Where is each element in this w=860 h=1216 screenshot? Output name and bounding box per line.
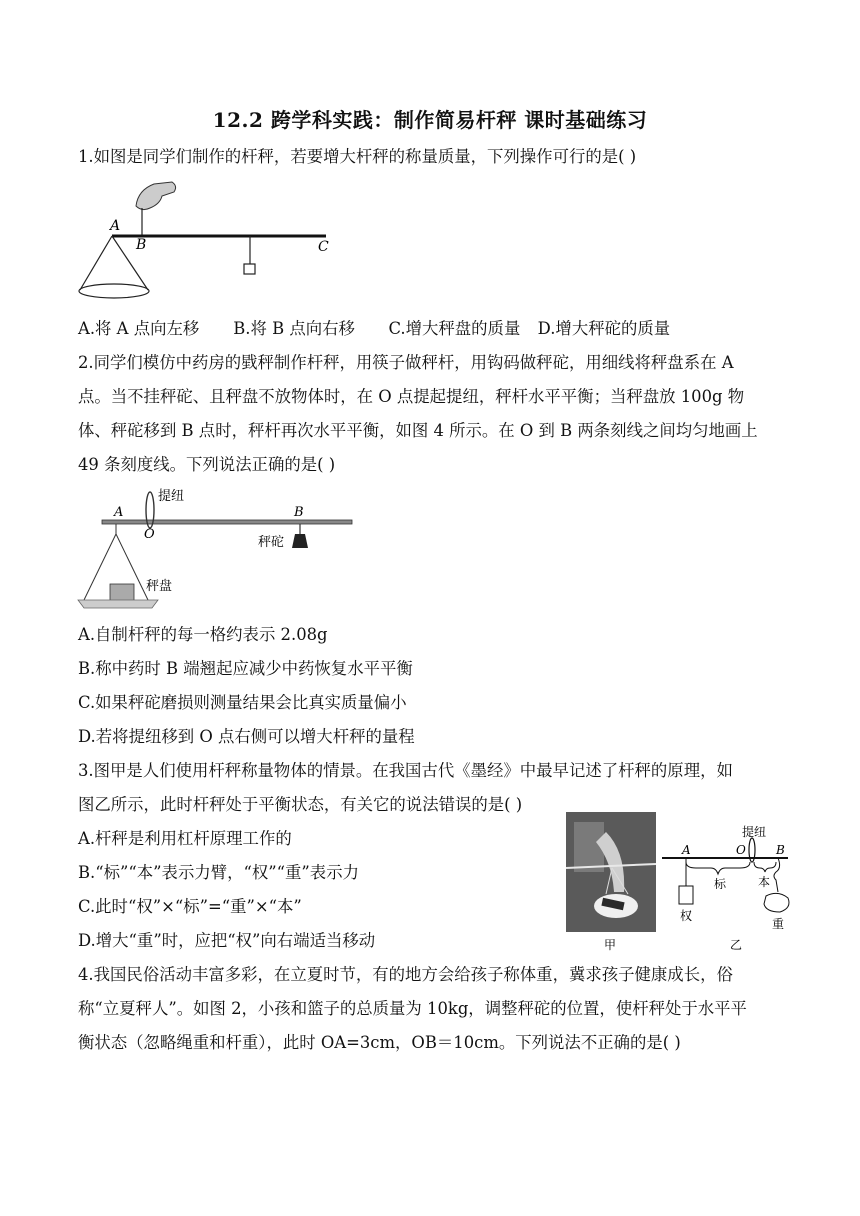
q2-line-3: 体、秤砣移到 B 点时，秤杆再次水平平衡，如图 4 所示。在 O 到 B 两条刻线之间均匀地画上 xyxy=(78,421,758,440)
q3-line-1: 3.图甲是人们使用杆秤称量物体的情景。在我国古代《墨经》中最早记述了杆秤的原理，如 xyxy=(78,761,733,780)
label-zhong: 重 xyxy=(772,917,785,931)
q3-figure xyxy=(566,812,792,954)
label-tiniu: 提纽 xyxy=(742,825,767,839)
label-b: B xyxy=(776,843,785,857)
label-c: C xyxy=(318,239,329,255)
label-biao: 标 xyxy=(714,877,727,891)
label-o: O xyxy=(736,843,746,857)
q2-option-d: D.若将提纽移到 O 点右侧可以增大杆秤的量程 xyxy=(78,727,415,746)
q1-figure xyxy=(76,178,336,308)
q1-options xyxy=(78,318,670,340)
q2-line-4: 49 条刻度线。下列说法正确的是( ) xyxy=(78,455,336,474)
page-title: 12.2 跨学科实践：制作简易杆秤 课时基础练习 xyxy=(212,108,648,132)
label-tiniu: 提纽 xyxy=(158,489,185,504)
label-chengtuo: 秤砣 xyxy=(258,535,285,550)
q2-figure xyxy=(76,484,362,614)
label-ben: 本 xyxy=(758,875,771,889)
q2-line-2: 点。当不挂秤砣、且秤盘不放物体时，在 O 点提起提纽，秤杆水平平衡；当秤盘放 100g 物 xyxy=(78,387,745,406)
label-b: B xyxy=(294,505,304,520)
label-a: A xyxy=(114,505,124,520)
q3-line-2: 图乙所示，此时杆秤处于平衡状态，有关它的说法错误的是( ) xyxy=(78,795,523,814)
q2-option-a: A.自制杆秤的每一格约表示 2.08g xyxy=(78,625,328,644)
q4-line-1: 4.我国民俗活动丰富多彩，在立夏时节，有的地方会给孩子称体重，冀求孩子健康成长，俗 xyxy=(78,965,733,984)
q1-option-c: C.增大秤盘的质量 xyxy=(388,319,521,338)
label-a: A xyxy=(682,843,691,857)
label-jia: 甲 xyxy=(604,938,617,952)
label-a: A xyxy=(110,218,121,234)
q3-option-a: A.杆秤是利用杠杆原理工作的 xyxy=(78,829,292,848)
q1-option-a: A.将 A 点向左移 xyxy=(78,319,200,338)
q4-line-3: 衡状态（忽略绳重和杆重），此时 OA=3cm，OB＝10cm。下列说法不正确的是( ) xyxy=(78,1033,681,1052)
q2-option-b: B.称中药时 B 端翘起应减少中药恢复水平平衡 xyxy=(78,659,413,678)
q3-option-b: B.“标”“本”表示力臂，“权”“重”表示力 xyxy=(78,863,359,882)
q1-stem: 1.如图是同学们制作的杆秤，若要增大杆秤的称量质量，下列操作可行的是( ) xyxy=(78,147,637,166)
q4-line-2: 称“立夏秤人”。如图 2，小孩和篮子的总质量为 10kg，调整秤砣的位置，使杆秤处于水平平 xyxy=(78,999,747,1018)
q2-line-1: 2.同学们模仿中药房的戥秤制作杆秤，用筷子做秤杆，用钩码做秤砣，用细线将秤盘系在 A xyxy=(78,353,734,372)
q2-option-c: C.如果秤砣磨损则测量结果会比真实质量偏小 xyxy=(78,693,407,712)
label-yi: 乙 xyxy=(730,938,743,952)
q3-option-c: C.此时“权”×“标”=“重”×“本” xyxy=(78,897,302,916)
label-chengpan: 秤盘 xyxy=(146,579,173,594)
q3-option-d: D.增大“重”时，应把“权”向右端适当移动 xyxy=(78,931,376,950)
label-quan: 权 xyxy=(680,909,693,923)
q1-option-b: B.将 B 点向右移 xyxy=(233,319,355,338)
label-o: O xyxy=(144,527,155,542)
q1-option-d: D.增大秤砣的质量 xyxy=(537,319,671,338)
label-b: B xyxy=(136,237,147,253)
